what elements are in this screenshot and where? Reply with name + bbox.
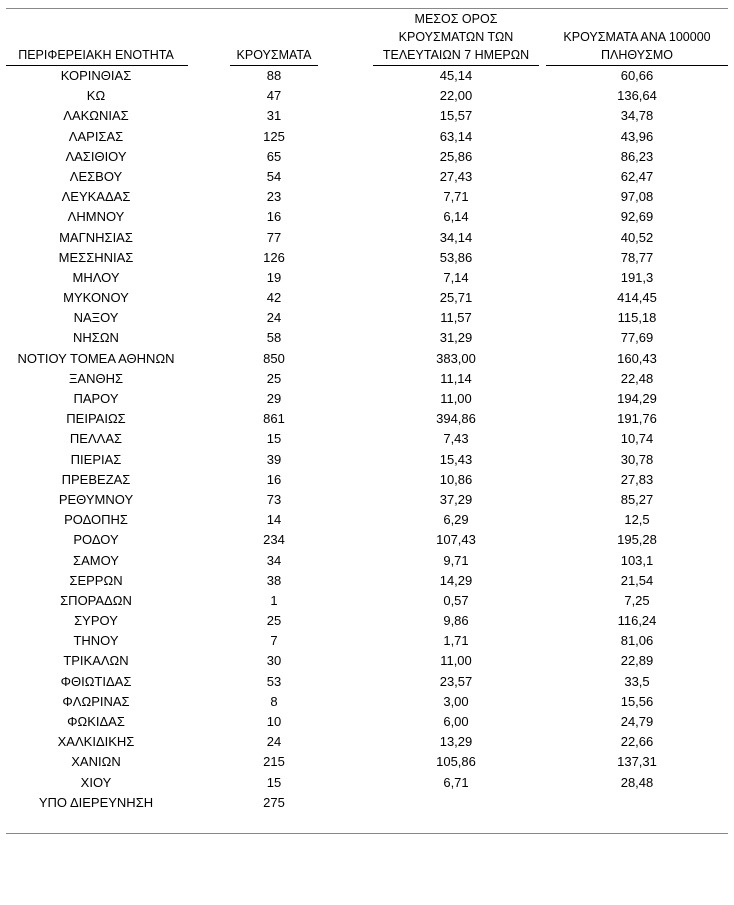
per-100k-cell: 22,66: [620, 734, 654, 750]
table-row: [6, 147, 728, 167]
per-100k-cell: 116,24: [617, 613, 657, 629]
cases-cell: 65: [266, 148, 282, 164]
per-100k-cell: 136,64: [617, 88, 657, 104]
table-row: [6, 248, 728, 268]
table-row: [6, 308, 728, 328]
per-100k-cell: 34,78: [620, 108, 654, 124]
region-cell: ΚΟΡΙΝΘΙΑΣ: [60, 68, 132, 83]
region-cell: ΣΕΡΡΩΝ: [69, 572, 123, 588]
avg-7day-cell: 383,00: [436, 350, 476, 366]
avg-7day-cell: 9,86: [443, 613, 469, 629]
header-per100k-line-1: ΚΡΟΥΣΜΑΤΑ ΑΝΑ 100000: [563, 30, 711, 44]
table-row: [6, 752, 728, 772]
avg-7day-cell: 14,29: [439, 572, 473, 588]
cases-cell: 31: [266, 108, 282, 124]
table-row: [6, 712, 728, 732]
region-cell: ΣΑΜΟΥ: [73, 552, 119, 568]
region-cell: ΜΑΓΝΗΣΙΑΣ: [59, 229, 133, 245]
table-body: [6, 66, 728, 813]
header-avg: [373, 10, 539, 64]
region-cell: ΝΗΣΩΝ: [73, 330, 119, 346]
region-cell: ΛΑΚΩΝΙΑΣ: [63, 108, 129, 124]
per-100k-cell: 86,23: [620, 148, 654, 164]
table-row: [6, 692, 728, 712]
per-100k-cell: 194,29: [617, 391, 657, 406]
table-row: [6, 389, 728, 409]
per-100k-cell: 195,28: [617, 532, 657, 548]
per-100k-cell: 191,3: [620, 269, 654, 285]
avg-7day-cell: 31,29: [439, 330, 473, 346]
region-cell: ΡΟΔΟΠΗΣ: [64, 512, 128, 528]
avg-7day-cell: 13,29: [439, 734, 473, 750]
table-row: [6, 571, 728, 591]
per-100k-cell: 24,79: [620, 714, 654, 729]
cases-cell: 15: [266, 431, 282, 447]
table-row: [6, 328, 728, 348]
avg-7day-cell: 45,14: [439, 68, 473, 83]
avg-7day-cell: 25,71: [439, 290, 473, 306]
avg-7day-cell: 7,71: [443, 189, 469, 205]
region-cell: ΡΟΔΟΥ: [73, 532, 119, 548]
cases-cell: 8: [270, 693, 278, 709]
per-100k-cell: 115,18: [617, 310, 657, 326]
per-100k-cell: 62,47: [620, 168, 654, 184]
per-100k-cell: 7,25: [624, 592, 650, 608]
table-row: [6, 228, 728, 248]
table-header: [6, 10, 728, 66]
table-row: [6, 86, 728, 106]
table-row: [6, 672, 728, 692]
region-cell: ΜΗΛΟΥ: [72, 269, 120, 285]
cases-cell: 39: [266, 451, 282, 467]
per-100k-cell: 414,45: [617, 290, 657, 306]
table-row: [6, 187, 728, 207]
region-cell: ΤΗΝΟΥ: [73, 633, 119, 649]
region-cell: ΦΘΙΩΤΙΔΑΣ: [60, 673, 132, 689]
table-row: [6, 530, 728, 550]
table-row: [6, 288, 728, 308]
per-100k-cell: 78,77: [620, 249, 654, 265]
cases-cell: 42: [266, 290, 282, 306]
header-region-label: ΠΕΡΙΦΕΡΕΙΑΚΗ ΕΝΟΤΗΤΑ: [18, 48, 174, 62]
table-row: [6, 631, 728, 651]
header-avg-line-1: ΜΕΣΟΣ ΟΡΟΣ: [414, 12, 498, 26]
cases-cell: 47: [266, 88, 282, 104]
table-row: [6, 551, 728, 571]
table-row: [6, 167, 728, 187]
per-100k-cell: 43,96: [620, 128, 654, 144]
avg-7day-cell: 107,43: [436, 532, 476, 548]
avg-7day-cell: 11,14: [440, 370, 472, 386]
region-cell: ΛΕΣΒΟΥ: [69, 168, 123, 184]
table-row: [6, 773, 728, 793]
cases-cell: 125: [263, 128, 285, 144]
table-row: [6, 207, 728, 227]
table-row: [6, 591, 728, 611]
cases-cell: 234: [263, 532, 285, 548]
region-cell: ΜΥΚΟΝΟΥ: [63, 290, 129, 306]
avg-7day-cell: 6,29: [443, 512, 469, 528]
table-row: [6, 369, 728, 389]
cases-cell: 29: [266, 391, 282, 406]
table-row: [6, 510, 728, 530]
avg-7day-cell: 6,00: [443, 714, 469, 729]
region-cell: ΠΡΕΒΕΖΑΣ: [61, 471, 131, 487]
table-row: [6, 470, 728, 490]
cases-cell: 23: [266, 189, 282, 205]
per-100k-cell: 60,66: [620, 68, 654, 83]
cases-cell: 77: [266, 229, 282, 245]
avg-7day-cell: 10,86: [439, 471, 473, 487]
header-per100k: [546, 28, 728, 64]
per-100k-cell: 92,69: [620, 209, 654, 225]
avg-7day-cell: 11,00: [440, 391, 472, 406]
header-cases-label: ΚΡΟΥΣΜΑΤΑ: [236, 48, 312, 62]
cases-cell: 1: [270, 592, 278, 608]
region-cell: ΧΑΝΙΩΝ: [71, 754, 121, 770]
table-top-border: [6, 8, 728, 9]
avg-7day-cell: 11,57: [440, 310, 472, 326]
per-100k-cell: 28,48: [620, 774, 654, 790]
avg-7day-cell: 34,14: [439, 229, 473, 245]
region-cell: ΤΡΙΚΑΛΩΝ: [63, 653, 129, 669]
per-100k-cell: 15,56: [620, 693, 654, 709]
cases-cell: 24: [266, 734, 282, 750]
per-100k-cell: 103,1: [620, 552, 654, 568]
region-cell: ΠΑΡΟΥ: [73, 391, 119, 406]
table-row: [6, 793, 728, 813]
header-cases: [232, 46, 316, 64]
cases-cell: 10: [266, 714, 282, 729]
per-100k-cell: 81,06: [620, 633, 654, 649]
avg-7day-cell: 25,86: [439, 148, 473, 164]
region-cell: ΣΥΡΟΥ: [74, 613, 118, 629]
per-100k-cell: 77,69: [620, 330, 654, 346]
region-cell: ΝΑΞΟΥ: [73, 310, 119, 326]
header-avg-line-2: ΚΡΟΥΣΜΑΤΩΝ ΤΩΝ: [398, 30, 514, 44]
table-bottom-border: [6, 833, 728, 834]
avg-7day-cell: 53,86: [439, 249, 473, 265]
region-cell: ΛΑΡΙΣΑΣ: [68, 128, 124, 144]
cases-cell: 25: [266, 613, 282, 629]
avg-7day-cell: 9,71: [443, 552, 469, 568]
header-per100k-line-2: ΠΛΗΘΥΣΜΟ: [601, 48, 673, 62]
avg-7day-cell: 105,86: [436, 754, 476, 770]
cases-cell: 24: [266, 310, 282, 326]
per-100k-cell: 12,5: [624, 512, 650, 528]
region-cell: ΛΗΜΝΟΥ: [67, 209, 125, 225]
cases-cell: 15: [266, 774, 282, 790]
per-100k-cell: 33,5: [624, 673, 650, 689]
per-100k-cell: 160,43: [617, 350, 657, 366]
region-cell: ΧΑΛΚΙΔΙΚΗΣ: [57, 734, 135, 750]
table-row: [6, 732, 728, 752]
cases-cell: 58: [266, 330, 282, 346]
avg-7day-cell: 7,14: [443, 269, 469, 285]
avg-7day-cell: 7,43: [443, 431, 469, 447]
table-row: [6, 450, 728, 470]
region-cell: ΞΑΝΘΗΣ: [68, 370, 124, 386]
avg-7day-cell: 27,43: [439, 168, 473, 184]
table-row: [6, 127, 728, 147]
cases-cell: 861: [263, 411, 285, 427]
table-row: [6, 66, 728, 86]
per-100k-cell: 21,54: [620, 572, 654, 588]
cases-cell: 73: [266, 491, 282, 507]
cases-cell: 16: [266, 209, 282, 225]
table-row: [6, 409, 728, 429]
region-cell: ΥΠΟ ΔΙΕΡΕΥΝΗΣΗ: [38, 794, 154, 810]
per-100k-cell: 137,31: [617, 754, 657, 770]
avg-7day-cell: 11,00: [440, 653, 472, 669]
region-cell: ΛΑΣΙΘΙΟΥ: [65, 148, 127, 164]
per-100k-cell: 27,83: [620, 471, 654, 487]
per-100k-cell: 85,27: [620, 491, 654, 507]
cases-cell: 54: [266, 168, 282, 184]
cases-cell: 19: [266, 269, 282, 285]
region-cell: ΛΕΥΚΑΔΑΣ: [61, 189, 131, 205]
cases-cell: 215: [263, 754, 285, 770]
region-cell: ΦΩΚΙΔΑΣ: [67, 714, 125, 729]
per-100k-cell: 191,76: [617, 411, 657, 427]
region-cell: ΠΙΕΡΙΑΣ: [70, 451, 122, 467]
avg-7day-cell: 22,00: [439, 88, 473, 104]
cases-cell: 34: [266, 552, 282, 568]
header-avg-line-3: ΤΕΛΕΥΤΑΙΩΝ 7 ΗΜΕΡΩΝ: [382, 48, 530, 62]
avg-7day-cell: 15,43: [439, 451, 473, 467]
table-row: [6, 651, 728, 671]
region-cell: ΜΕΣΣΗΝΙΑΣ: [58, 249, 134, 265]
per-100k-cell: 30,78: [620, 451, 654, 467]
cases-cell: 38: [266, 572, 282, 588]
per-100k-cell: 22,48: [620, 370, 654, 386]
avg-7day-cell: 63,14: [439, 128, 473, 144]
region-cell: ΠΕΙΡΑΙΩΣ: [66, 411, 126, 427]
cases-cell: 7: [270, 633, 278, 649]
avg-7day-cell: 0,57: [443, 592, 469, 608]
per-100k-cell: 22,89: [620, 653, 654, 669]
per-100k-cell: 10,74: [620, 431, 654, 447]
per-100k-cell: 40,52: [620, 229, 654, 245]
avg-7day-cell: 23,57: [439, 673, 473, 689]
avg-7day-cell: 15,57: [439, 108, 473, 124]
table-row: [6, 349, 728, 369]
avg-7day-cell: 6,14: [443, 209, 469, 225]
region-cell: ΦΛΩΡΙΝΑΣ: [62, 693, 130, 709]
avg-7day-cell: 37,29: [439, 491, 473, 507]
avg-7day-cell: 394,86: [436, 411, 476, 427]
region-cell: ΚΩ: [86, 88, 106, 104]
cases-cell: 16: [266, 471, 282, 487]
table-row: [6, 268, 728, 288]
header-region: [6, 46, 186, 64]
avg-7day-cell: 6,71: [443, 774, 469, 790]
cases-cell: 850: [263, 350, 285, 366]
avg-7day-cell: 1,71: [443, 633, 469, 649]
per-100k-cell: 97,08: [620, 189, 654, 205]
cases-cell: 53: [266, 673, 282, 689]
region-cell: ΧΙΟΥ: [80, 774, 112, 790]
cases-cell: 275: [263, 794, 285, 810]
cases-cell: 14: [266, 512, 282, 528]
table-row: [6, 106, 728, 126]
region-cell: ΝΟΤΙΟΥ ΤΟΜΕΑ ΑΘΗΝΩΝ: [17, 350, 175, 366]
cases-cell: 30: [266, 653, 282, 669]
table-row: [6, 429, 728, 449]
avg-7day-cell: 3,00: [443, 693, 469, 709]
region-cell: ΣΠΟΡΑΔΩΝ: [60, 592, 132, 608]
region-cell: ΡΕΘΥΜΝΟΥ: [58, 491, 134, 507]
cases-cell: 88: [266, 68, 282, 83]
cases-cell: 25: [266, 370, 282, 386]
cases-cell: 126: [263, 249, 285, 265]
table-row: [6, 490, 728, 510]
region-cell: ΠΕΛΛΑΣ: [69, 431, 123, 447]
table-row: [6, 611, 728, 631]
